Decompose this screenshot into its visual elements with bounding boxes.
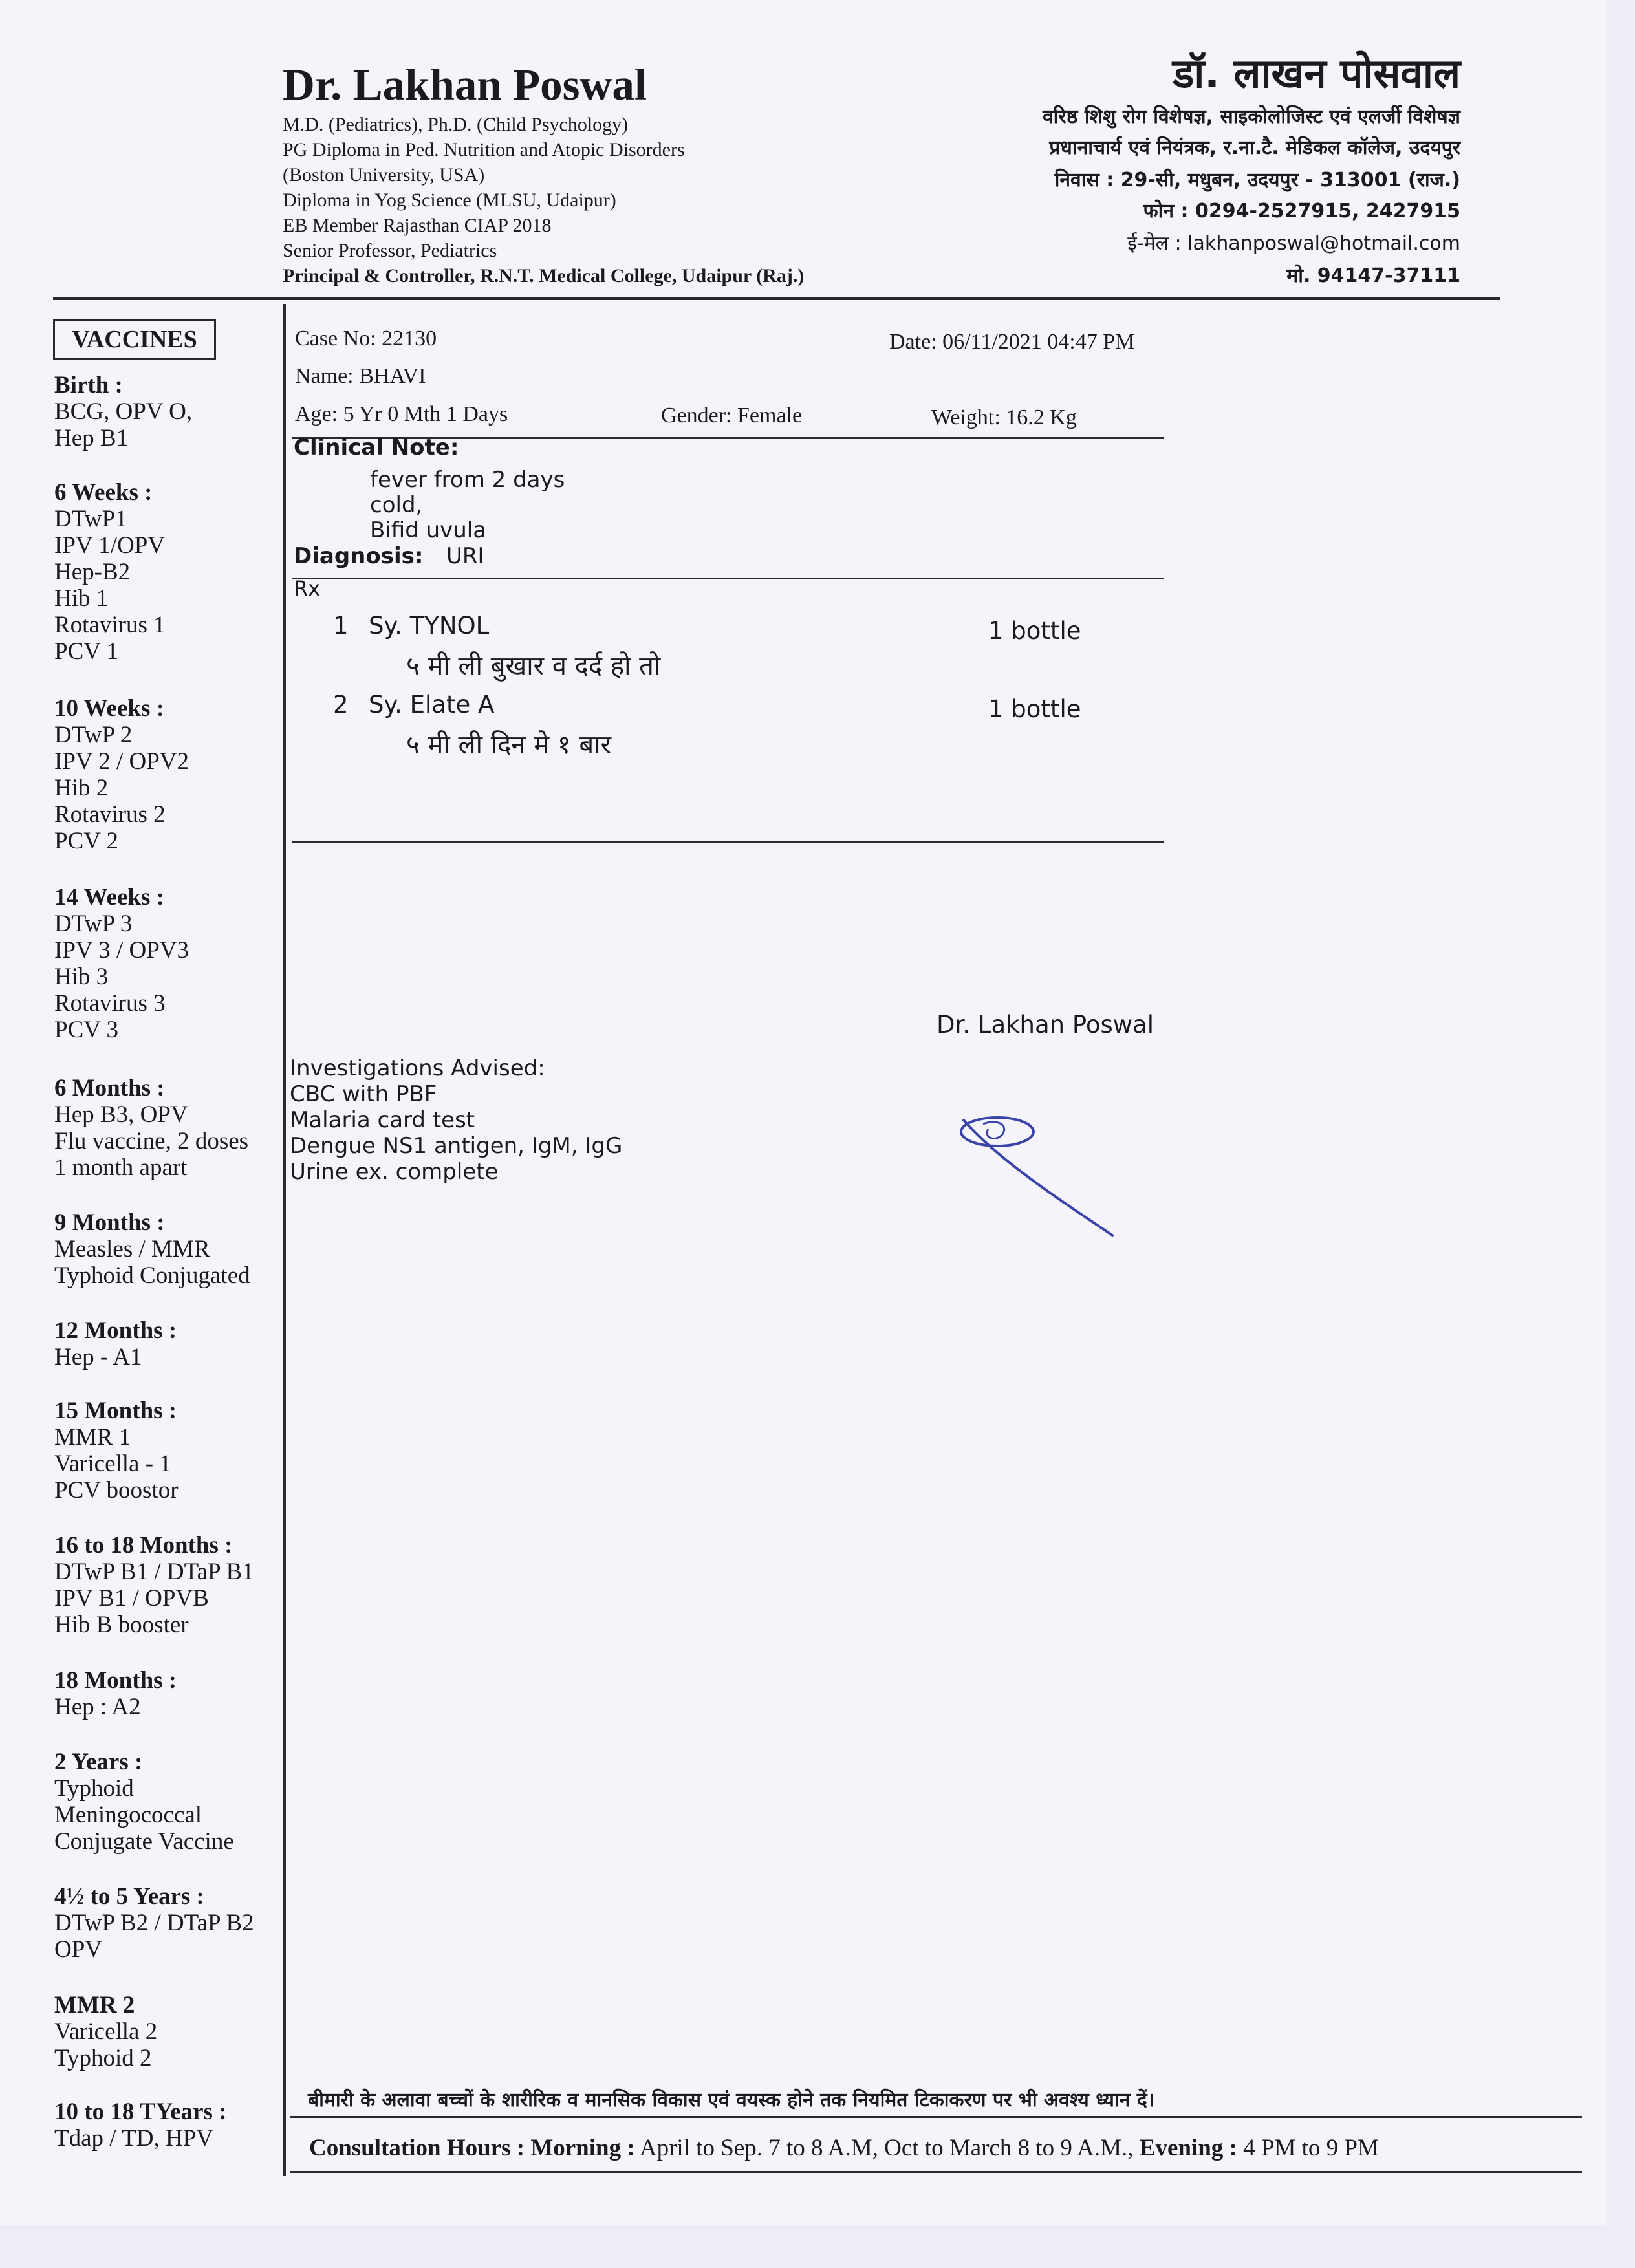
vaccine-group-15-months [54,1398,179,1504]
vaccine-group-10-18-years [54,2099,227,2152]
vaccine-item: Conjugate Vaccine [54,1828,234,1855]
hindi-phone: फोन : 0294-2527915, 2427915 [1143,200,1460,222]
investigation-item: Dengue NS1 antigen, IgM, IgG [290,1133,623,1159]
vaccine-item: Typhoid 2 [54,2045,152,2071]
vaccine-item: 1 month apart [54,1154,188,1181]
vaccine-item: IPV B1 / OPVB [54,1585,209,1612]
hindi-address: निवास : 29-सी, मधुबन, उदयपुर - 313001 (राज.) [1054,169,1460,191]
vaccine-item: OPV [54,1936,103,1963]
vaccine-group-9-months [54,1209,250,1289]
vaccine-group-heading: 16 to 18 Months : [54,1532,233,1559]
qualification-line: M.D. (Pediatrics), Ph.D. (Child Psychology) [283,114,629,135]
signature-mark [957,1106,1125,1242]
investigation-item: CBC with PBF [290,1081,437,1107]
vaccine-item: Varicella 2 [54,2018,158,2045]
consultation-hours-label: Consultation Hours : [309,2135,525,2161]
vaccine-item: Hep - A1 [54,1344,142,1370]
investigations-label: Investigations Advised: [290,1055,545,1081]
patient-name: Name: BHAVI [295,364,426,388]
vaccine-group-heading: 9 Months : [54,1209,165,1236]
vaccine-group-18-months [54,1667,177,1720]
qualification-line: (Boston University, USA) [283,164,485,186]
vaccine-item: DTwP 3 [54,911,133,937]
email-line: ई-मेल : lakhanposwal@hotmail.com [1127,232,1460,255]
mobile-line: मो. 94147-37111 [1286,265,1460,287]
vaccine-group-heading: 10 to 18 TYears : [54,2099,227,2125]
vaccine-item: Hib 3 [54,964,109,990]
evening-hours: 4 PM to 9 PM [1243,2135,1379,2161]
rx-item-number: 2 [333,691,349,718]
vaccine-item: Hep B3, OPV [54,1101,188,1128]
vaccine-item: Varicella - 1 [54,1451,171,1477]
vaccine-item: MMR 1 [54,1424,131,1451]
vaccine-group-heading: 2 Years : [54,1749,143,1775]
signature-name: Dr. Lakhan Poswal [937,1011,1154,1039]
rx-dosage: ५ मी ली दिन मे १ बार [406,730,611,760]
vaccine-item: Rotavirus 2 [54,801,166,828]
hindi-header-line: वरिष्ठ शिशु रोग विशेषज्ञ, साइकोलोजिस्ट एवं एलर्जी विशेषज्ञ [1043,105,1460,128]
diagnosis-divider [292,578,1164,579]
vaccine-group-12-months [54,1317,177,1370]
vaccine-item: Typhoid [54,1775,134,1802]
visit-date: Date: 06/11/2021 04:47 PM [889,330,1135,354]
clinical-note-line: fever from 2 days [370,467,565,493]
vaccine-item: Hep : A2 [54,1694,141,1720]
doctor-position: Principal & Controller, R.N.T. Medical College, Udaipur (Raj.) [283,265,805,286]
case-number: Case No: 22130 [295,327,437,351]
morning-hours: April to Sep. 7 to 8 A.M, Oct to March 8 to 9 A.M., [639,2135,1134,2161]
vaccine-item: Measles / MMR [54,1236,210,1262]
rx-quantity: 1 bottle [988,617,1081,645]
vaccine-item: Hib 1 [54,585,109,612]
patient-gender: Gender: Female [661,404,803,427]
evening-label: Evening : [1139,2135,1237,2161]
clinical-note-line: cold, [370,492,423,518]
vaccine-item: PCV 2 [54,828,119,854]
investigation-item: Urine ex. complete [290,1159,499,1185]
qualification-line: PG Diploma in Ped. Nutrition and Atopic Disorders [283,139,685,160]
vaccine-item: Rotavirus 3 [54,990,166,1017]
diagnosis-label: Diagnosis: [294,543,424,569]
rx-quantity: 1 bottle [988,695,1081,723]
investigation-item: Malaria card test [290,1107,475,1133]
vaccine-group-heading: 10 Weeks : [54,695,164,722]
vaccine-item: IPV 1/OPV [54,532,165,559]
vaccine-item: IPV 3 / OPV3 [54,937,189,964]
vaccine-item: DTwP 2 [54,722,133,748]
vaccine-item: Typhoid Conjugated [54,1262,250,1289]
rx-end-divider [292,841,1164,843]
vaccine-group-heading: 14 Weeks : [54,884,164,911]
clinical-note-label: Clinical Note: [294,435,459,460]
doctor-name-hindi: डॉ. लाखन पोसवाल [1173,50,1460,97]
vaccine-group-birth [54,372,192,451]
vaccine-item: DTwP1 [54,506,127,532]
morning-label: Morning : [530,2135,635,2161]
rx-medicine-name: Sy. TYNOL [369,612,490,640]
vaccine-item: Tdap / TD, HPV [54,2125,213,2152]
vaccine-group-6-months [54,1075,248,1181]
rx-medicine-name: Sy. Elate A [369,691,495,718]
doctor-name: Dr. Lakhan Poswal [283,60,647,109]
vaccine-item: IPV 2 / OPV2 [54,748,189,775]
vaccine-item: Hib 2 [54,775,109,801]
vaccine-group-heading: 6 Weeks : [54,479,153,506]
vaccine-item: BCG, OPV O, [54,398,193,425]
vaccine-group-heading: 4½ to 5 Years : [54,1883,204,1910]
diagnosis-value: URI [446,543,484,569]
sidebar-divider [283,304,286,2176]
patient-weight: Weight: 16.2 Kg [931,405,1077,429]
rx-item-number: 1 [333,612,349,640]
header-divider [53,297,1500,300]
vaccine-group-2-years [54,1749,234,1855]
footer-divider-bottom [290,2171,1582,2173]
vaccine-group-heading: 12 Months : [54,1317,177,1344]
vaccine-group-10-weeks [54,695,189,854]
footer-divider-top [290,2116,1582,2118]
vaccine-group-16-18-months [54,1532,254,1638]
vaccine-item: PCV 1 [54,638,119,665]
vaccine-item: Hep-B2 [54,559,131,585]
vaccine-item: DTwP B1 / DTaP B1 [54,1559,254,1585]
vaccine-group-heading: 18 Months : [54,1667,177,1694]
qualification-line: Senior Professor, Pediatrics [283,240,497,261]
vaccine-item: Hep B1 [54,425,129,451]
hindi-header-line: प्रधानाचार्य एवं नियंत्रक, र.ना.टै. मेडिकल कॉलेज, उदयपुर [1049,136,1460,159]
vaccine-item: PCV boostor [54,1477,179,1504]
footer-hindi-note: बीमारी के अलावा बच्चों के शारीरिक व मानसिक विकास एवं वयस्क होने तक नियमित टिकाकरण पर भी अवश्य ध्यान दें। [308,2089,1155,2111]
vaccine-group-6-weeks [54,479,166,665]
consultation-hours [309,2134,1379,2162]
vaccine-group-heading: 6 Months : [54,1075,165,1101]
rx-label: Rx [294,576,321,601]
rx-dosage: ५ मी ली बुखार व दर्द हो तो [406,651,661,681]
vaccine-group-mmr-2 [54,1992,157,2071]
qualification-line: EB Member Rajasthan CIAP 2018 [283,215,552,236]
qualification-line: Diploma in Yog Science (MLSU, Udaipur) [283,189,616,211]
vaccine-item: PCV 3 [54,1017,119,1043]
vaccine-group-14-weeks [54,884,189,1043]
vaccine-item: Rotavirus 1 [54,612,166,638]
vaccines-title: VACCINES [53,319,216,360]
vaccine-item: Flu vaccine, 2 doses [54,1128,249,1154]
patient-age: Age: 5 Yr 0 Mth 1 Days [295,402,508,426]
vaccine-item: Hib B booster [54,1612,189,1638]
vaccine-group-4-5-years [54,1883,254,1963]
vaccine-group-heading: Birth : [54,372,123,398]
vaccine-item: Meningococcal [54,1802,202,1828]
vaccine-group-heading: 15 Months : [54,1398,177,1424]
vaccine-group-heading: MMR 2 [54,1992,135,2018]
clinical-note-line: Bifid uvula [370,517,487,543]
vaccine-item: DTwP B2 / DTaP B2 [54,1910,254,1936]
